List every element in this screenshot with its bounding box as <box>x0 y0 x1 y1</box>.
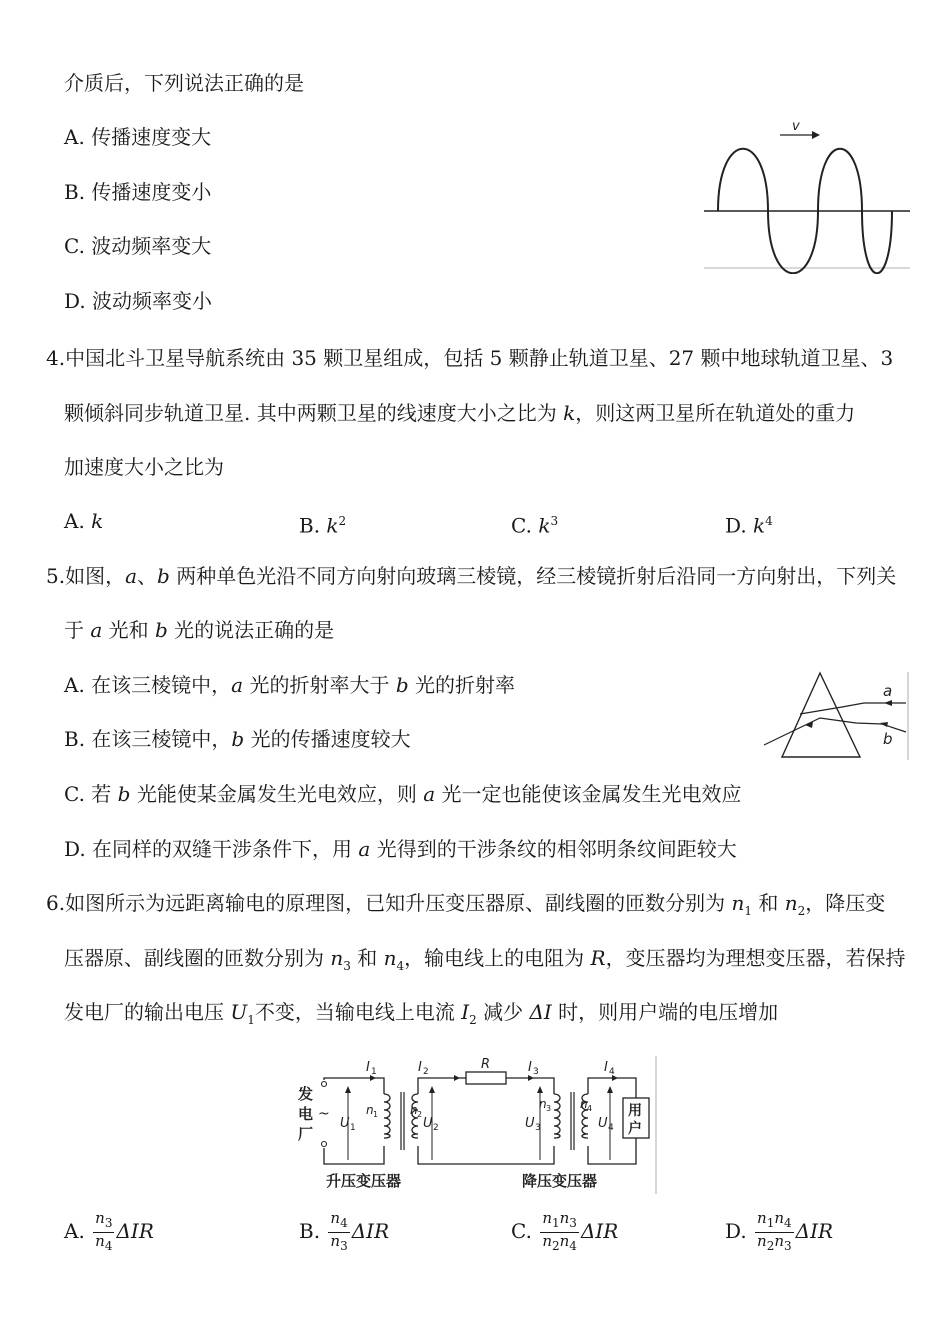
u4-sub: 4 <box>608 1123 614 1133</box>
arrow-a <box>884 700 892 706</box>
q4-text-2b: ，则这两卫星所在轨道处的重力 <box>575 401 856 425</box>
sub: 3 <box>340 1239 348 1253</box>
sub: 3 <box>784 1239 792 1253</box>
q6-option-d[interactable] <box>725 1210 833 1255</box>
resistor-label: R <box>481 1057 491 1072</box>
q6-option-c[interactable] <box>511 1210 618 1255</box>
q4-option-a[interactable] <box>64 508 103 534</box>
q6-option-a-letter: A. <box>64 1219 85 1243</box>
q4-text-1: 中国北斗卫星导航系统由 35 颗卫星组成，包括 5 颗静止轨道卫星、27 颗中地球轨道卫星、3 <box>65 346 894 370</box>
q4-option-a-var: k <box>91 509 104 533</box>
n: n <box>330 1209 341 1227</box>
prism <box>782 673 860 757</box>
q4-option-b-exp: 2 <box>338 514 347 528</box>
n1-label: n <box>366 1103 374 1117</box>
q5-option-d-text2: 光得到的干涉条纹的相邻明条纹间距较大 <box>370 837 737 861</box>
q5-line2 <box>64 617 334 643</box>
sub: 2 <box>551 1239 560 1253</box>
resistor <box>466 1072 506 1084</box>
q6-U1-sub: 1 <box>247 1013 255 1027</box>
u3-arrowhead <box>537 1086 543 1093</box>
q3-option-b[interactable]: B. 传播速度变小 <box>64 180 212 204</box>
i2-arrowhead <box>454 1075 460 1081</box>
delta-ir: ΔIR <box>795 1219 834 1243</box>
q4-option-b-var: k <box>326 513 339 538</box>
q5-text-2c: 光的说法正确的是 <box>167 618 335 642</box>
q4-option-d-exp: 4 <box>765 514 773 528</box>
q6-text-3d: 时，则用户端的电压增加 <box>551 1000 779 1024</box>
n: n <box>757 1209 767 1227</box>
q6-n3-sub: 3 <box>343 959 351 973</box>
i1-label: I <box>366 1060 370 1075</box>
n2-sub: 2 <box>417 1110 423 1119</box>
q6-line2 <box>64 945 906 979</box>
n: n <box>542 1209 552 1227</box>
i4-sub: 4 <box>609 1067 615 1077</box>
q5-text-2b: 光和 <box>102 618 156 642</box>
q6-R: R <box>590 946 606 970</box>
sub: 4 <box>569 1239 577 1253</box>
q5-number: 5. <box>46 564 66 588</box>
q5-option-a[interactable] <box>64 672 515 698</box>
user-char-2: 户 <box>628 1121 642 1137</box>
q5-option-d-text1: D. 在同样的双缝干涉条件下，用 <box>64 837 359 861</box>
n: n <box>95 1209 105 1227</box>
n1-sub: 1 <box>373 1110 379 1119</box>
q4-option-b[interactable] <box>299 508 346 539</box>
i2-sub: 2 <box>423 1067 429 1077</box>
q5-option-b-text2: 光的传播速度较大 <box>244 727 411 751</box>
n: n <box>757 1232 767 1250</box>
coil-n3 <box>554 1094 560 1138</box>
u1-sub: 1 <box>350 1123 356 1133</box>
u2-label: U <box>423 1116 433 1131</box>
delta-ir: ΔIR <box>116 1219 154 1243</box>
q6-text-3a: 发电厂的输出电压 <box>64 1000 231 1024</box>
line-top-left <box>418 1078 466 1094</box>
q6-text-3b: 不变，当输电线上电流 <box>254 1000 462 1024</box>
q4-line1 <box>46 345 893 371</box>
q5-line2-a: a <box>90 618 103 642</box>
q6-I2-sub: 2 <box>469 1013 477 1027</box>
sub: 3 <box>569 1216 577 1230</box>
q5-option-a-b: b <box>395 673 409 697</box>
i1-sub: 1 <box>371 1067 377 1077</box>
q5-option-a-text1: A. 在该三棱镜中， <box>64 673 232 697</box>
q5-option-c-b: b <box>117 782 131 806</box>
q3-option-d[interactable]: D. 波动频率变小 <box>64 289 213 313</box>
q5-text-1b: 两种单色光沿不同方向射向玻璃三棱镜，经三棱镜折射后沿同一方向射出，下列关 <box>169 564 897 588</box>
velocity-label: v <box>792 119 800 134</box>
n4-sub: 4 <box>587 1104 593 1113</box>
q5-sep: 、 <box>137 564 158 588</box>
sub: 4 <box>340 1216 348 1230</box>
q5-option-c-text2: 光能使某金属发生光电效应，则 <box>130 782 424 806</box>
q5-option-c-text3: 光一定也能使该金属发生光电效应 <box>435 782 742 806</box>
q5-option-d-a: a <box>358 837 371 861</box>
q5-option-a-text2: 光的折射率大于 <box>243 673 396 697</box>
u4-label: U <box>598 1116 608 1131</box>
u2-arrowhead <box>429 1086 435 1093</box>
q3-stem-tail: 介质后，下列说法正确的是 <box>64 71 304 95</box>
u4-arrowhead <box>607 1086 613 1093</box>
n3-label: n <box>539 1097 547 1111</box>
transmission-circuit <box>296 1054 660 1196</box>
n: n <box>542 1232 552 1250</box>
q6-text-1c: ，降压变 <box>805 891 886 915</box>
label-b: b <box>883 730 893 748</box>
q6-text-2a: 压器原、副线圈的匝数分别为 <box>64 946 331 970</box>
q4-option-d-letter: D. <box>725 513 754 538</box>
q4-option-a-letter: A. <box>64 509 92 533</box>
fraction <box>93 1210 114 1255</box>
q5-option-c[interactable] <box>64 781 742 807</box>
fraction <box>540 1210 579 1255</box>
fraction <box>328 1210 349 1255</box>
i2-label: I <box>418 1060 422 1075</box>
q5-b: b <box>157 564 170 588</box>
n: n <box>559 1232 570 1250</box>
delta-ir: ΔIR <box>351 1219 390 1243</box>
q4-option-c[interactable] <box>511 508 558 539</box>
q6-n4: n <box>383 946 397 970</box>
q6-n1: n <box>731 891 745 915</box>
q5-option-d[interactable] <box>64 836 737 862</box>
gen-wire-top <box>324 1078 384 1094</box>
q5-text-2a: 于 <box>64 618 91 642</box>
q5-option-a-text3: 光的折射率 <box>408 673 515 697</box>
i3-sub: 3 <box>533 1067 539 1077</box>
u1-arrowhead <box>345 1086 351 1093</box>
gen-wire-bottom <box>324 1146 384 1164</box>
q6-U1: U <box>230 1000 248 1024</box>
q5-line1 <box>46 563 896 589</box>
gen-char-2: 电 <box>298 1105 314 1123</box>
q5-option-b[interactable] <box>64 726 411 752</box>
u3-sub: 3 <box>535 1123 541 1133</box>
q6-text-1b: 和 <box>751 891 785 915</box>
sub: 2 <box>766 1239 775 1253</box>
q4-option-b-letter: B. <box>299 513 327 538</box>
q6-text-2c: ，输电线上的电阻为 <box>404 946 591 970</box>
user-wire-bottom <box>588 1138 636 1164</box>
u3-label: U <box>525 1116 535 1131</box>
q6-delta-I: ΔI <box>529 1000 552 1024</box>
i3-label: I <box>528 1060 532 1075</box>
q6-option-a[interactable] <box>64 1210 154 1255</box>
q4-line3: 加速度大小之比为 <box>64 455 224 479</box>
q6-option-d-letter: D. <box>725 1219 747 1243</box>
q6-option-b[interactable] <box>299 1210 389 1255</box>
velocity-arrowhead <box>812 131 820 139</box>
q6-n2-sub: 2 <box>797 904 806 918</box>
sub: 1 <box>551 1216 560 1230</box>
n4-label: n <box>580 1097 588 1111</box>
tilde: ~ <box>318 1106 330 1122</box>
q3-option-a[interactable]: A. 传播速度变大 <box>64 125 212 149</box>
terminal-top <box>322 1082 327 1087</box>
q5-option-b-b: b <box>231 727 245 751</box>
gen-char-1: 发 <box>298 1085 314 1103</box>
q6-text-2d: ，变压器均为理想变压器，若保持 <box>605 946 906 970</box>
sub: 4 <box>104 1239 113 1253</box>
q6-option-b-letter: B. <box>299 1219 321 1243</box>
q6-text-3c: 减少 <box>476 1000 530 1024</box>
n2-label: n <box>410 1103 418 1117</box>
i4-label: I <box>604 1060 608 1075</box>
step-up-caption: 升压变压器 <box>326 1172 402 1190</box>
u2-sub: 2 <box>433 1123 439 1133</box>
line-top-right <box>506 1078 554 1094</box>
n: n <box>95 1232 105 1250</box>
q4-option-c-var: k <box>538 513 551 538</box>
wave-figure <box>700 118 912 274</box>
coil-n1 <box>384 1094 390 1138</box>
n3-sub: 3 <box>546 1104 552 1113</box>
q3-option-c[interactable]: C. 波动频率变大 <box>64 234 212 258</box>
q6-line3 <box>64 999 778 1033</box>
n: n <box>559 1209 570 1227</box>
sub: 1 <box>766 1216 775 1230</box>
q6-I2: I <box>461 1000 470 1024</box>
q4-option-c-exp: 3 <box>550 514 559 528</box>
fraction <box>755 1210 794 1255</box>
q6-text-1a: 如图所示为远距离输电的原理图，已知升压变压器原、副线圈的匝数分别为 <box>65 891 732 915</box>
q5-option-b-text1: B. 在该三棱镜中， <box>64 727 232 751</box>
q6-n1-sub: 1 <box>744 904 752 918</box>
q4-option-d-var: k <box>753 513 766 538</box>
delta-ir: ΔIR <box>580 1219 619 1243</box>
q5-text-1a: 如图， <box>65 564 126 588</box>
q4-line2 <box>64 400 855 426</box>
user-char-1: 用 <box>628 1103 642 1119</box>
label-a: a <box>883 682 893 700</box>
q5-line2-b: b <box>155 618 168 642</box>
q4-number: 4. <box>46 346 66 370</box>
n: n <box>774 1209 785 1227</box>
prism-figure <box>760 670 910 762</box>
q6-n4-sub: 4 <box>396 959 405 973</box>
sub: 4 <box>784 1216 792 1230</box>
q5-option-c-a: a <box>423 782 436 806</box>
q4-text-2a: 颗倾斜同步轨道卫星. 其中两颗卫星的线速度大小之比为 <box>64 401 564 425</box>
u1-label: U <box>340 1116 350 1131</box>
n: n <box>774 1232 785 1250</box>
q6-n3: n <box>330 946 344 970</box>
n: n <box>330 1232 341 1250</box>
q6-n2: n <box>784 891 798 915</box>
gen-char-3: 厂 <box>298 1125 314 1143</box>
q6-option-c-letter: C. <box>511 1219 532 1243</box>
step-down-caption: 降压变压器 <box>522 1172 598 1190</box>
line-bottom <box>418 1146 554 1164</box>
q5-option-a-a: a <box>231 673 244 697</box>
terminal-bottom <box>322 1142 327 1147</box>
q4-k: k <box>563 401 576 425</box>
q6-line1 <box>46 890 885 924</box>
sub: 3 <box>104 1216 113 1230</box>
q6-text-2b: 和 <box>350 946 384 970</box>
q5-a: a <box>125 564 138 588</box>
q6-number: 6. <box>46 891 66 915</box>
q4-option-c-letter: C. <box>511 513 539 538</box>
q5-option-c-text1: C. 若 <box>64 782 118 806</box>
q4-option-d[interactable] <box>725 508 773 539</box>
